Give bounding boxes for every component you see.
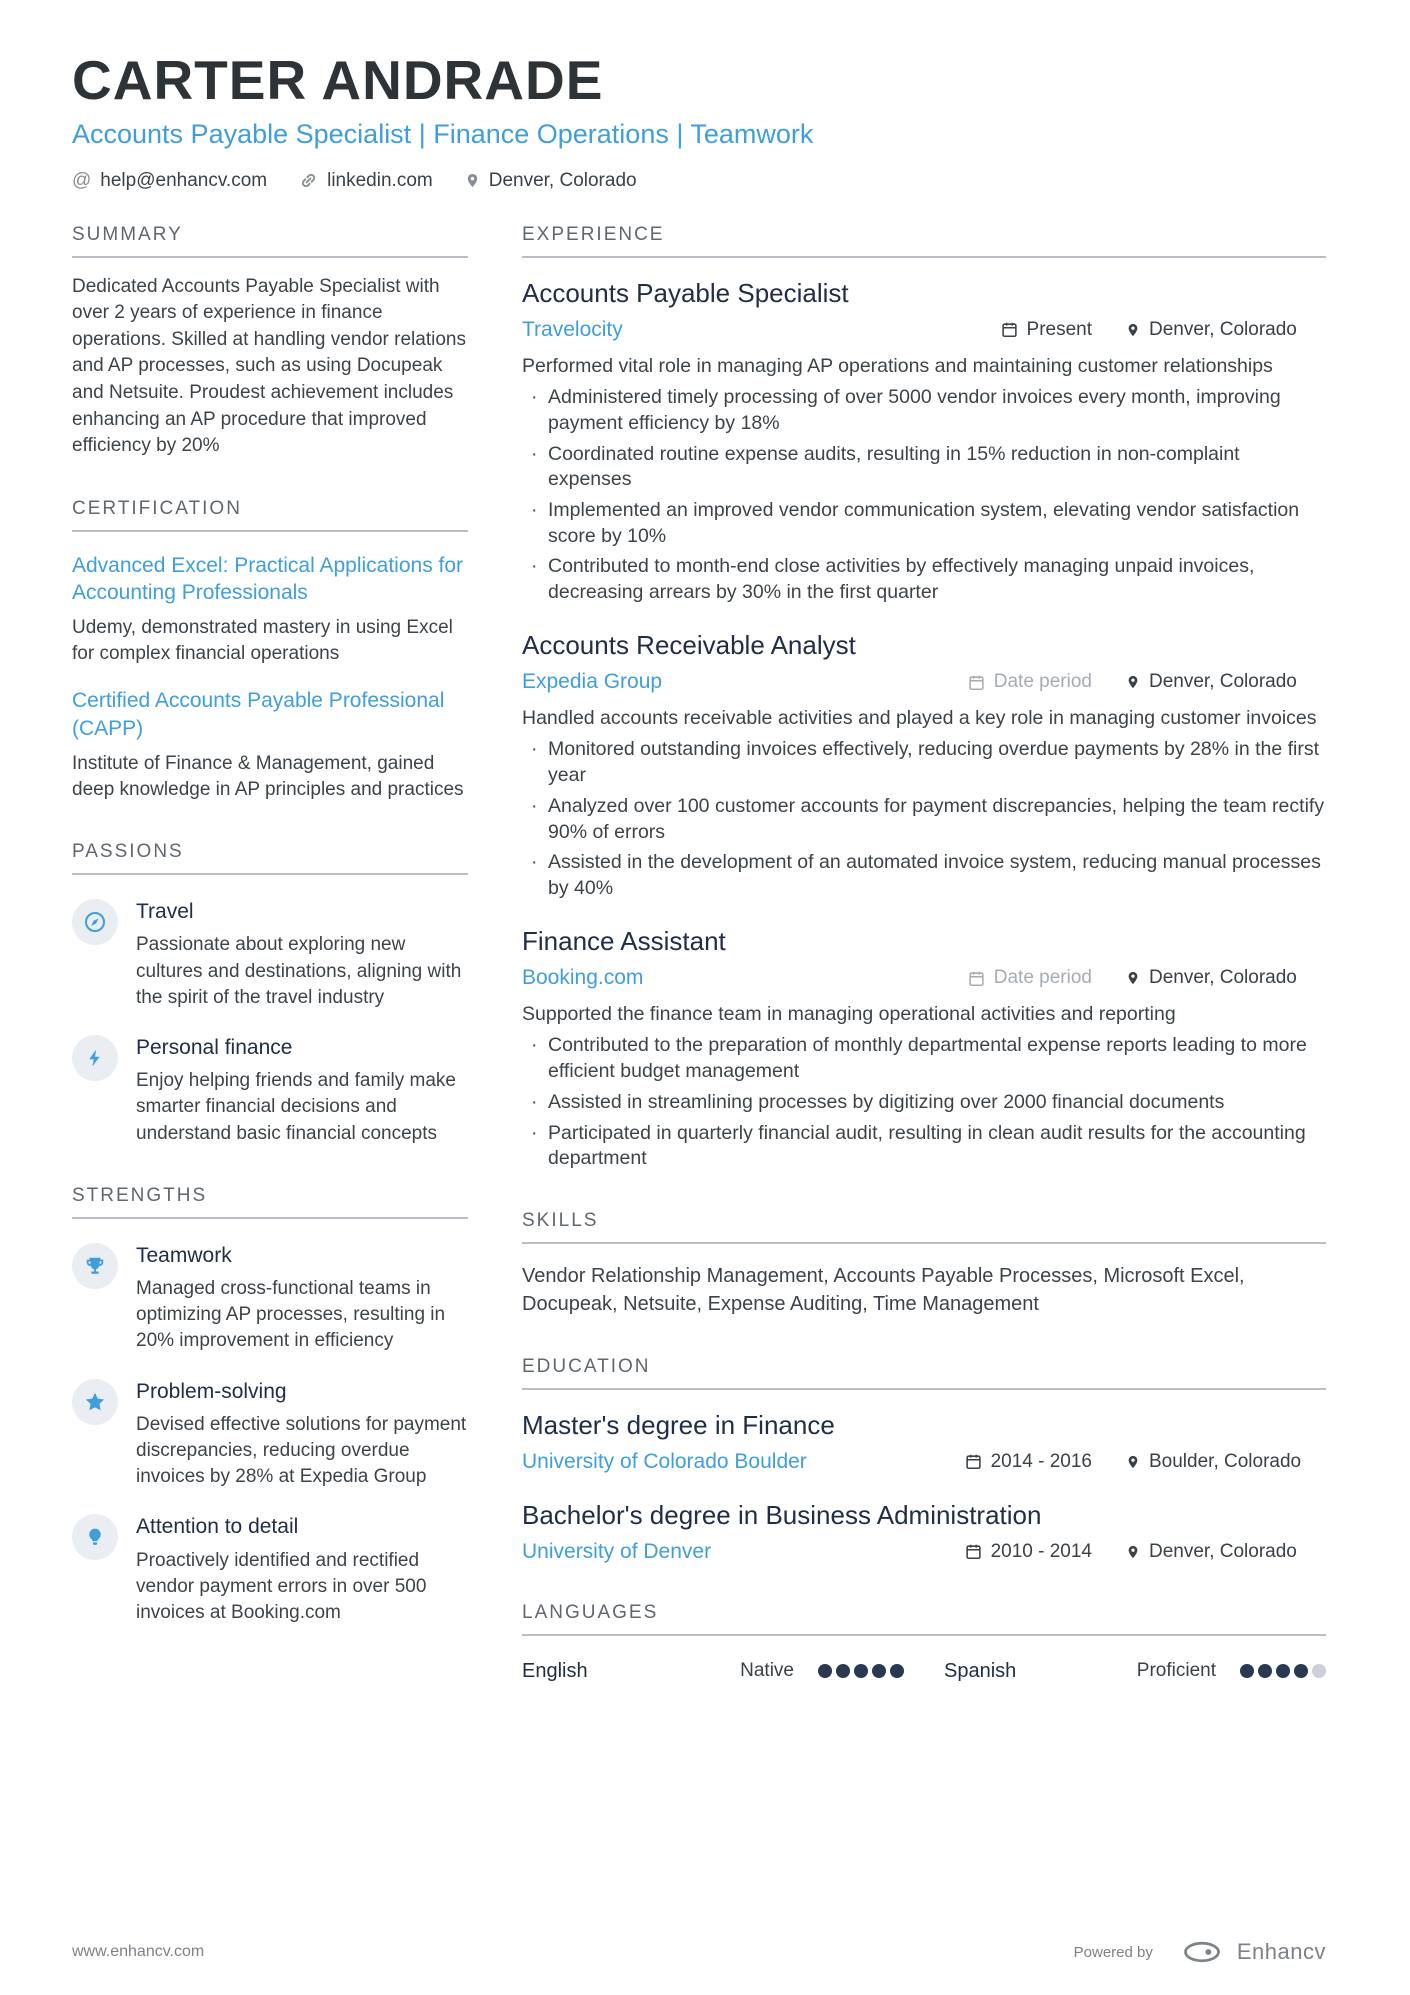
strengths-section [72, 1185, 468, 1627]
degree-title: Master's degree in Finance [522, 1409, 835, 1440]
language-dots [818, 1664, 904, 1678]
calendar-icon [965, 1453, 982, 1470]
enhancv-site-link[interactable]: www.enhancv.com [72, 1943, 205, 1960]
language-level-dot [1312, 1664, 1326, 1678]
resume-header [72, 49, 1326, 192]
school-name[interactable]: University of Denver [522, 1539, 712, 1563]
job-location-text: Denver, Colorado [1149, 318, 1297, 340]
strength-description: Proactively identified and rectified vendor payment errors in over 500 invoices at Booking.com [136, 1549, 427, 1624]
job-summary: Supported the finance team in managing operational activities and reporting [522, 1003, 1176, 1026]
strengths-heading: STRENGTHS [72, 1185, 468, 1219]
certification-description: Institute of Finance & Management, gained deep knowledge in AP principles and practices [72, 752, 464, 801]
calendar-icon [968, 970, 985, 987]
certification-heading: CERTIFICATION [72, 498, 468, 532]
bolt-icon [72, 1035, 118, 1081]
job-summary: Handled accounts receivable activities and played a key role in managing customer invoices [522, 707, 1317, 730]
strength-title: Problem-solving [136, 1379, 287, 1403]
strength-item [72, 1379, 468, 1491]
job-bullet: · Contributed to month-end close activities by effectively managing unpaid invoices, decreasing arrears by 30% in the first quarter [522, 554, 1326, 605]
powered-by[interactable] [1074, 1939, 1326, 1965]
strength-description: Devised effective solutions for payment discrepancies, reducing overdue invoices by 28% at Expedia Group [136, 1413, 467, 1488]
job-bullets [522, 1033, 1326, 1172]
language-level-dot [836, 1664, 850, 1678]
job-bullet: · Administered timely processing of over 5000 vendor invoices every month, improving payment efficiency by 18% [522, 385, 1326, 436]
school-name[interactable]: University of Colorado Boulder [522, 1449, 807, 1473]
strength-body [136, 1379, 468, 1491]
passion-title: Travel [136, 900, 194, 924]
location-pin-icon [1126, 673, 1140, 691]
job-date-text: Date period [993, 967, 1092, 989]
job-summary: Performed vital role in managing AP operations and maintaining customer relationships [522, 354, 1273, 377]
language-level-dot [818, 1664, 832, 1678]
trophy-icon [72, 1243, 118, 1289]
passion-description: Passionate about exploring new cultures and destinations, aligning with the spirit of the travel industry [136, 934, 462, 1008]
calendar-icon [968, 674, 985, 691]
education-location-text: Boulder, Colorado [1149, 1450, 1302, 1472]
language-level-dot [1240, 1664, 1254, 1678]
enhancv-logo-icon [1181, 1941, 1223, 1963]
passions-heading: PASSIONS [72, 841, 468, 875]
certification-item [72, 552, 468, 668]
strength-description: Managed cross-functional teams in optimizing AP processes, resulting in 20% improvement in efficiency [136, 1277, 446, 1352]
job-company[interactable]: Expedia Group [522, 670, 663, 694]
languages-row [522, 1660, 1326, 1683]
job-bullet: · Analyzed over 100 customer accounts for payment discrepancies, helping the team rectify 90% of errors [522, 794, 1326, 845]
job-date-text: Date period [993, 671, 1092, 693]
job-date [968, 967, 1092, 989]
job-date-text: Present [1026, 318, 1092, 340]
language-name: Spanish [944, 1659, 1017, 1682]
language-dots [1240, 1664, 1326, 1678]
job-location [1126, 967, 1326, 989]
language-item [522, 1660, 904, 1683]
education-meta [522, 1540, 1326, 1564]
job-location-text: Denver, Colorado [1149, 967, 1297, 989]
enhancv-brand: Enhancv [1236, 1939, 1326, 1964]
job-title: Accounts Receivable Analyst [522, 629, 856, 660]
contact-location [465, 170, 637, 192]
job-company[interactable]: Travelocity [522, 317, 623, 341]
certification-item [72, 687, 468, 803]
education-date-text: 2010 - 2014 [990, 1540, 1092, 1562]
language-level-dot [854, 1664, 868, 1678]
bulb-icon [72, 1514, 118, 1560]
strength-body [136, 1514, 468, 1626]
job-bullet: · Implemented an improved vendor communication system, elevating vendor satisfaction score by 10% [522, 498, 1326, 549]
strength-body [136, 1243, 468, 1355]
job-location-text: Denver, Colorado [1149, 671, 1297, 693]
summary-text: Dedicated Accounts Payable Specialist with over 2 years of experience in finance operations. Skilled at handling vendor relations and AP processes, such as using Docupeak and Netsuite. Proudest achievement includes enhancing an AP procedure that improved efficiency by 20% [72, 275, 466, 457]
left-column [72, 224, 468, 1683]
skills-text: Vendor Relationship Management, Accounts Payable Processes, Microsoft Excel, Docupeak, Netsuite, Expense Auditing, Time Management [522, 1264, 1245, 1315]
language-level-dot [1276, 1664, 1290, 1678]
contact-linkedin[interactable] [299, 170, 433, 192]
job-bullet: · Assisted in the development of an automated invoice system, reducing manual processes by 40% [522, 850, 1326, 901]
contact-location-text: Denver, Colorado [488, 169, 637, 191]
contact-linkedin-text: linkedin.com [327, 169, 433, 191]
skills-heading: SKILLS [522, 1210, 1326, 1244]
travel-icon [72, 899, 118, 945]
job-bullet: · Contributed to the preparation of monthly departmental expense reports leading to more efficient budget management [522, 1033, 1326, 1084]
experience-item [522, 278, 1326, 606]
strength-item [72, 1243, 468, 1355]
at-icon [72, 171, 91, 190]
job-title: Accounts Payable Specialist [522, 277, 849, 308]
page-footer [72, 1939, 1326, 1965]
job-location [1126, 671, 1326, 693]
languages-heading: LANGUAGES [522, 1602, 1326, 1636]
resume-body [72, 224, 1326, 1683]
education-date-text: 2014 - 2016 [990, 1450, 1092, 1472]
summary-section [72, 224, 468, 460]
language-item [944, 1660, 1326, 1683]
job-bullet: · Assisted in streamlining processes by digitizing over 2000 financial documents [522, 1090, 1326, 1116]
star-icon [72, 1379, 118, 1425]
calendar-icon [1001, 321, 1018, 338]
language-level-dot [872, 1664, 886, 1678]
certification-description: Udemy, demonstrated mastery in using Excel for complex financial operations [72, 616, 453, 665]
education-item [522, 1410, 1326, 1474]
location-pin-icon [1126, 1543, 1140, 1561]
education-section [522, 1356, 1326, 1564]
job-date [1001, 319, 1092, 341]
job-location [1126, 319, 1326, 341]
powered-by-label: Powered by [1073, 1943, 1153, 1961]
job-bullet: · Coordinated routine expense audits, resulting in 15% reduction in non-complaint expenses [522, 442, 1326, 493]
passion-description: Enjoy helping friends and family make smarter financial decisions and understand basic financial concepts [136, 1070, 457, 1144]
passion-body [136, 1035, 468, 1147]
location-pin-icon [1126, 969, 1140, 987]
contact-email-text: help@enhancv.com [100, 169, 268, 191]
candidate-name: CARTER ANDRADE [72, 49, 604, 111]
certification-title[interactable]: Advanced Excel: Practical Applications for Accounting Professionals [72, 553, 464, 605]
contact-row [72, 170, 1326, 192]
languages-section [522, 1602, 1326, 1683]
education-location-text: Denver, Colorado [1149, 1540, 1297, 1562]
candidate-headline: Accounts Payable Specialist | Finance Operations | Teamwork [72, 118, 814, 149]
summary-heading: SUMMARY [72, 224, 468, 258]
certification-section [72, 498, 468, 804]
certification-title[interactable]: Certified Accounts Payable Professional (CAPP) [72, 689, 445, 741]
right-column [522, 224, 1326, 1683]
contact-email[interactable] [72, 170, 267, 192]
education-date [965, 1451, 1092, 1473]
strength-title: Attention to detail [136, 1515, 299, 1539]
education-location [1126, 1541, 1326, 1563]
experience-heading: EXPERIENCE [522, 224, 1326, 258]
experience-item [522, 630, 1326, 902]
language-level-dot [890, 1664, 904, 1678]
location-pin-icon [1126, 1453, 1140, 1471]
degree-title: Bachelor's degree in Business Administration [522, 1499, 1042, 1530]
job-date [968, 671, 1092, 693]
passions-section [72, 841, 468, 1147]
job-bullet: · Participated in quarterly financial audit, resulting in clean audit results for the accounting department [522, 1121, 1326, 1172]
calendar-icon [965, 1543, 982, 1560]
job-meta [522, 670, 1326, 694]
language-level-dot [1258, 1664, 1272, 1678]
passion-title: Personal finance [136, 1035, 293, 1059]
experience-section [522, 224, 1326, 1172]
job-meta [522, 318, 1326, 342]
strength-title: Teamwork [136, 1243, 232, 1267]
strength-item [72, 1514, 468, 1626]
job-bullets [522, 385, 1326, 606]
education-item [522, 1500, 1326, 1564]
education-date [965, 1541, 1092, 1563]
education-heading: EDUCATION [522, 1356, 1326, 1390]
education-location [1126, 1451, 1326, 1473]
skills-section [522, 1210, 1326, 1318]
link-icon [299, 171, 318, 190]
language-level: Native [740, 1660, 794, 1682]
job-company[interactable]: Booking.com [522, 966, 644, 990]
location-pin-icon [1126, 321, 1140, 339]
job-bullet: · Monitored outstanding invoices effectively, reducing overdue payments by 28% in the first year [522, 737, 1326, 788]
location-pin-icon [465, 171, 480, 190]
experience-item [522, 926, 1326, 1172]
job-title: Finance Assistant [522, 925, 726, 956]
job-bullets [522, 737, 1326, 901]
passion-body [136, 899, 468, 1011]
language-level: Proficient [1136, 1660, 1216, 1682]
language-name: English [522, 1659, 588, 1682]
education-meta [522, 1450, 1326, 1474]
language-level-dot [1294, 1664, 1308, 1678]
job-meta [522, 966, 1326, 990]
passion-item [72, 899, 468, 1011]
passion-item [72, 1035, 468, 1147]
